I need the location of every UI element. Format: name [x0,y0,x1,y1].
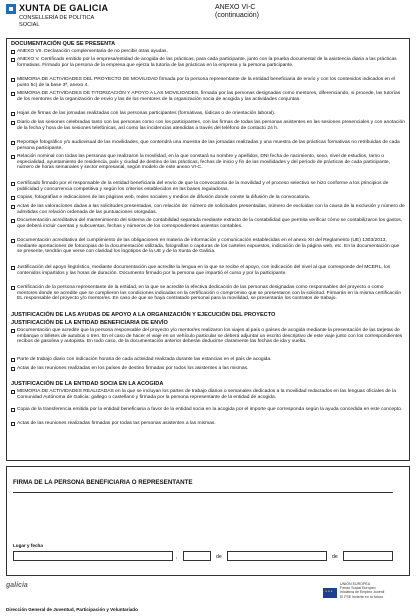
section-sending-entity: JUSTIFICACIÓN DE LA ENTIDAD BENEFICIARIA DE ENVÍO [11,320,168,326]
logo-subtitle: CONSELLERÍA DE POLÍTICA SOCIAL [19,15,95,28]
signature-title: FIRMA DE LA PERSONA BENEFICIARIA O REPRESENTANTE [13,479,193,486]
day-field[interactable] [183,551,211,561]
checkbox[interactable] [11,358,15,362]
annex-title: ANEXO VI-C (continuación) [215,4,259,19]
checkbox[interactable] [11,141,15,145]
separator: de [332,554,338,560]
page-header [6,4,412,38]
separator: , [176,554,178,560]
checkbox[interactable] [11,92,15,96]
checkbox[interactable] [11,286,15,290]
eu-flag-icon: ★★★ [323,588,337,598]
signature-divider [13,492,393,493]
xunta-logo-icon [6,4,16,14]
checkbox[interactable] [11,121,15,125]
documentation-frame: DOCUMENTACIÓN QUE SE PRESENTA ANEXO VII. Declaración complementaria de no percibir otras ayudas. ANEXO V. Certificado emitido por la empresa/entidad de acogida de las prácticas, para cada participante, junto con la prueba documental de la asistencia diaria a las prácticas formativas. Firmado por la persona de la empresa que ejerza la tutoría de las prácticas en la empresa y la persona participante. MEMORIA DE ACTIVIDADES DEL PROYECTO DE MOVILIDAD firmada por la persona representante de la entidad beneficiaria de envío y con los contenidos indicados en el punto 5c) de la base 3ª, anexo 4. MEMORIA DE ACTIVIDADES DE TITORIZACIÓN Y APOYO A LAS MOVILIDADES, firmada por las personas designadas como mentores, diferenciando, si procede, las tutorías de los mentores de la organización de envío y las de los mentores de la organización socia de acogida y las actividades conjuntas. Hojas de firmas de las jornadas realizadas con las personas participantes (formativas, lúdicas o de orientación laboral). Diario de las sesiones celebradas tanto con las personas como con los participantes, con las firmas de todas las personas asistentes en las sesiones presenciales y con anotación de la fecha y hora de las sesiones telefónicas, así como las incidencias atendidas a través del teléfono de contacto 24 h. Reportaje fotográfico y/o audiovisual de las movilidades, que contendrá una muestra de las jornadas realizadas y una muestra de las prácticas formativas no retribuidas de cada persona participante. Relación nominal con todas las personas que realizaron la movilidad, en la que constará su nombre y apellidos, DNI fecha de nacimiento, sexo, nivel de estudios, ramo o especialidad, ayuntamiento de residencia, país y ciudad de destino de las prácticas, fechas de inicio y fin de las movilidades y del período de prácticas de cada participante, número de horas semanales y sector empresarial, según modelo de este anexo VI-C. Certificado firmado por el responsable de la entidad beneficiaria del envío de que la convocatoria de la movilidad y el proceso selectivo se hizo conforme a los principios de publicidad y concurrencia competitiva y según los criterios establecidos en las bases reguladoras. Copias, fotografías e indicaciones de las páginas web, redes sociales y medios de difusión donde conste la difusión de la convocatoria. Actas de las valoraciones dadas a las solicitudes presentadas, con relación de: número de solicitudes presentadas, número de excluidas con la causa de la exclusión y número de admitidas con relación ordenada de las puntuaciones otorgadas. Documentación acreditativa del mantenimiento del sistema de contabilidad separada mediante extracto de la contabilidad que permita verificar cómo se contabilizaron los gastos, que deberá incluir cuentas y subcuentas, fechas y números de los correspondientes asientos contables. Documentación acreditativa del cumplimiento de las obligaciones en materia de información y comunicación establecidas en el anexo XII del Reglamento (UE) 1303/2013, mediante aportaciones de fotocopias de la documentación utilizada, fotografías o capturas de los carteles expuestos, indicación de la página web, etc. En la documentación que se presente, tendrán que verse con claridad los logotipos de la UE y de la Xunta de Galicia. Justificación del apoyo lingüístico, mediante documentación que acredite la lengua en la que se recibe el apoyo, con indicación del nivel al que corresponde del MCERL, los contenidos impartidos y las horas de duración. Documento firmado por la persona que impartió el curso y por la participante. Certificación de la persona representante de la entidad, en la que se acredite la efectiva dedicación de las personas designadas como responsables del proyecto o como mentores donde se acredite que se cumplieron las condiciones indicadas en la certificación o compromiso que se presentaron con la solicitud. Firmarán en la misma certificación EL responsable del proyecto y/o mentor/es. En caso de que se haya contratado personal para la movilidad, se presentarán los contratos de trabajo. JUSTIFICACIÓN DE LAS AYUDAS DE APOYO A LA ORGANIZACIÓN Y EJECUCIÓN DEL PROYECTO JUSTIFICACIÓN DE LA ENTIDAD BENEFICIARIA DE ENVÍO Documentación que acredite que la persona responsable del proyecto y/o mentor/es realizaron los viajes al país o países de acogida mediante la presentación de las tarjetas de embarque o billetes de autobús o tren. En el caso de hacer el viaje en un vehículo particular se deberá adjuntar un escrito descriptivo de este viaje junto con los correspondientes recibos de gasolina y autopista. En todo caso, de la documentación anterior deberán deducirse claramente las fechas de ida y vuelta. Parte de trabajo diario con indicación horaria de cada actividad realizada durante las estancias en el país de acogida. Actas de las reuniones realizadas en los países de destino firmadas por todos los asistentes a las mismas. JUSTIFICACIÓN DE LA ENTIDAD SOCIA EN LA ACOGIDA MEMORIA DE ACTIVIDADES REALIZADAS en la que se incluyan los partes de trabajo diarios o semanales dedicados a la movilidad redactados en las lenguas oficiales de la Comunidad Autónoma de Galicia: gallego o castellano y firmada por la persona representante de la entidad de acogida. Copia de la transferencia emitida por la entidad beneficiaria a favor de la entidad socia en la acogida por el importe que corresponda según la ayuda concedida en este concepto. Actas de las reuniones realizadas firmadas por todas las personas asistentes a las mismas. [6,38,410,461]
checkbox[interactable] [11,329,15,333]
checkbox[interactable] [11,182,15,186]
checkbox[interactable] [11,239,15,243]
month-field[interactable] [227,551,327,561]
checkbox[interactable] [11,196,15,200]
separator: de [216,554,222,560]
galicia-logo: galicia [6,582,28,589]
eu-funding-text: UNIÓN EUROPEA Fondo Social Europeo Iniciativa de Empleo Juvenil El FSE invierte en tu futuro [340,582,385,599]
place-field[interactable] [13,551,173,561]
logo-name: XUNTA DE GALICIA [19,3,109,13]
section-host-entity: JUSTIFICACIÓN DE LA ENTIDAD SOCIA EN LA ACOGIDA [11,381,164,387]
checkbox[interactable] [11,390,15,394]
section-justification: JUSTIFICACIÓN DE LAS AYUDAS DE APOYO A LA ORGANIZACIÓN Y EJECUCIÓN DEL PROYECTO [11,312,276,318]
checkbox[interactable] [11,58,15,62]
checkbox[interactable] [11,205,15,209]
place-date-label: Lugar y fecha [13,543,43,548]
checkbox[interactable] [11,219,15,223]
checkbox[interactable] [11,266,15,270]
checkbox[interactable] [11,50,15,54]
checkbox[interactable] [11,155,15,159]
year-field[interactable] [343,551,393,561]
checkbox[interactable] [11,112,15,116]
section-documentation: DOCUMENTACIÓN QUE SE PRESENTA [11,41,116,47]
checkbox[interactable] [11,78,15,82]
signature-box [6,466,410,576]
department-name: Dirección General de Juventud, Participación y Voluntariado [6,607,138,612]
checkbox[interactable] [11,408,15,412]
checkbox[interactable] [11,422,15,426]
checkbox[interactable] [11,367,15,371]
